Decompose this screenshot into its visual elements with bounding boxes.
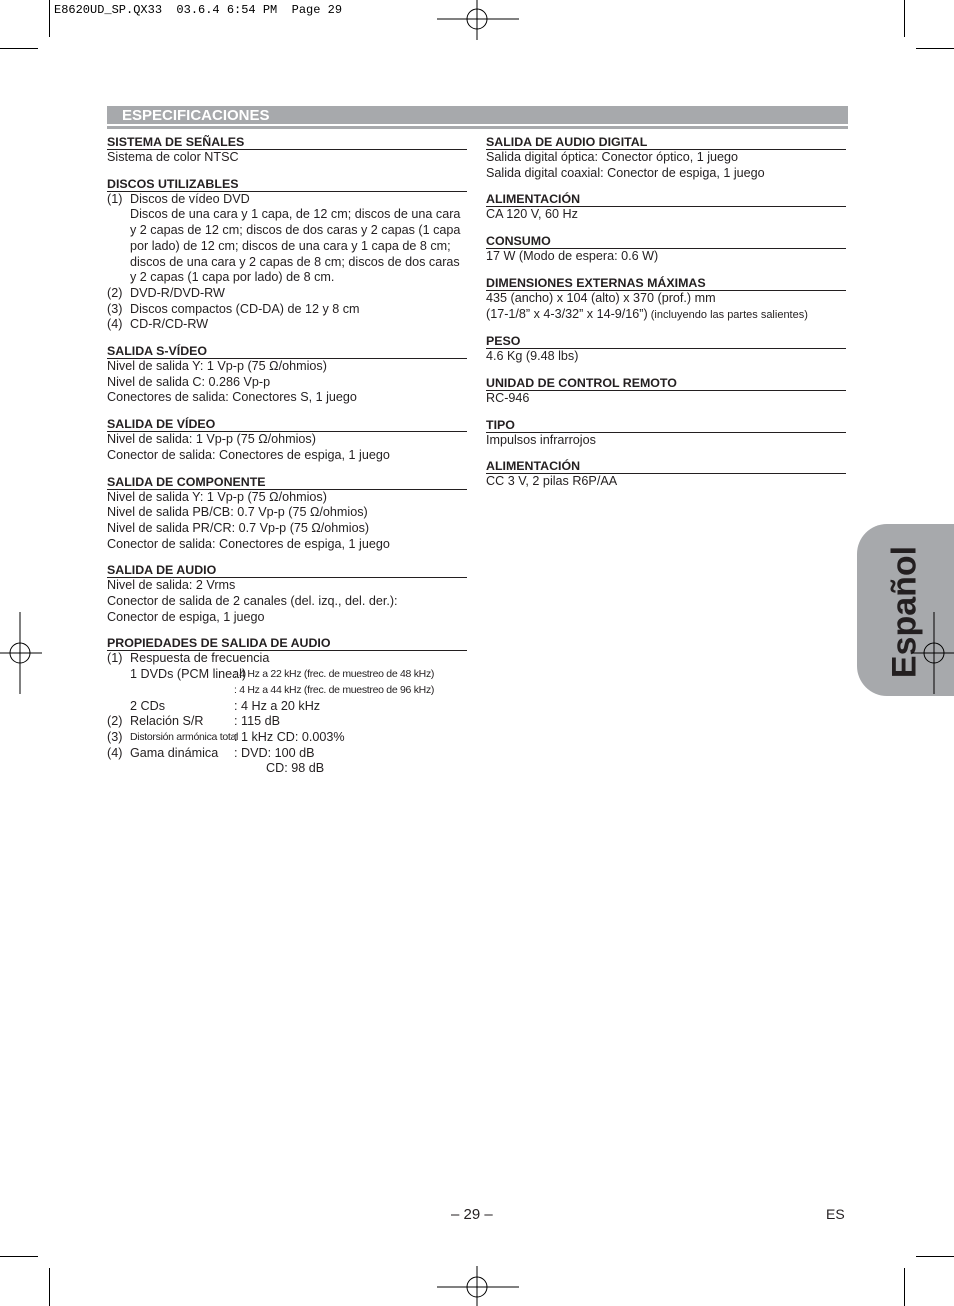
spec-row <box>107 761 467 777</box>
spec-section-tipo <box>486 417 846 449</box>
item-description: Discos de una cara y 1 capa, de 12 cm; discos de una cara y 2 capas de 12 cm; discos de dos caras y 2 capas (1 capa por lado) de 12 cm; discos de una cara y 1 capa de 8 cm; discos de una cara y 2 capas de 8 cm; discos de dos caras y 2 capas (1 capa por lado) de 8 cm. <box>130 207 461 285</box>
crop-mark <box>904 1268 905 1306</box>
spec-section-alimentacion-remoto <box>486 458 846 490</box>
section-title: SALIDA DE COMPONENTE <box>107 474 467 490</box>
spec-section-digital <box>486 134 846 181</box>
list-item <box>107 302 467 318</box>
item-number: (3) <box>107 301 123 316</box>
item-number: (4) <box>107 745 123 760</box>
spec-line: Salida digital coaxial: Conector de espiga, 1 juego <box>486 165 765 180</box>
crop-mark <box>0 48 38 49</box>
crop-mark <box>916 48 954 49</box>
item-number: (4) <box>107 317 123 332</box>
section-title: DISCOS UTILIZABLES <box>107 176 467 192</box>
spec-section-discos <box>107 176 467 333</box>
spec-line: Nivel de salida Y: 1 Vp-p (75 Ω/ohmios) <box>107 359 327 374</box>
spec-line: Sistema de color NTSC <box>107 150 239 164</box>
specs-left-column <box>107 134 467 787</box>
registration-mark-bottom <box>437 1266 519 1306</box>
spec-line: 4.6 Kg (9.48 lbs) <box>486 349 579 364</box>
spec-line: 435 (ancho) x 104 (alto) x 370 (prof.) mm <box>486 290 716 305</box>
list-item <box>107 317 467 333</box>
item-text: DVD-R/DVD-RW <box>130 285 225 300</box>
specs-right-column <box>486 134 846 500</box>
spec-section-consumo <box>486 233 846 265</box>
section-title: DIMENSIONES EXTERNAS MÁXIMAS <box>486 275 846 291</box>
list-item <box>107 192 467 208</box>
section-title: SALIDA DE AUDIO <box>107 562 467 578</box>
spec-value: : DVD: 100 dB <box>234 745 315 760</box>
spec-line: 17 W (Modo de espera: 0.6 W) <box>486 249 659 264</box>
spec-note: (incluyendo las partes salientes) <box>647 308 808 321</box>
item-text: CD-R/CD-RW <box>130 317 209 332</box>
item-number: (2) <box>107 714 123 729</box>
page-title: ESPECIFICACIONES <box>122 107 270 124</box>
spec-line: Conector de salida de 2 canales (del. izq., del. der.): <box>107 594 398 609</box>
spec-value: CD: 98 dB <box>266 761 325 776</box>
section-title: SALIDA DE VÍDEO <box>107 416 467 432</box>
spec-line: Impulsos infrarrojos <box>486 432 596 447</box>
spec-label: Relación S/R <box>130 714 204 729</box>
spec-row <box>107 714 467 730</box>
section-title: SISTEMA DE SEÑALES <box>107 134 467 150</box>
section-header-rule <box>107 126 848 129</box>
section-title: PESO <box>486 333 846 349</box>
item-text: Discos de vídeo DVD <box>130 191 250 206</box>
spec-section-control <box>486 375 846 407</box>
spec-label: 1 DVDs (PCM lineal) <box>130 667 247 682</box>
spec-line: Nivel de salida: 1 Vp-p (75 Ω/ohmios) <box>107 432 316 447</box>
spec-section-audio <box>107 562 467 625</box>
spec-value: (17-1/8” x 4-3/32” x 14-9/16”) <box>486 306 648 321</box>
spec-line: Conector de espiga, 1 juego <box>107 609 265 624</box>
spec-line: Nivel de salida PR/CR: 0.7 Vp-p (75 Ω/ohmios) <box>107 520 370 535</box>
spec-section-componente <box>107 474 467 553</box>
registration-mark-right <box>912 612 954 694</box>
page-number: – 29 – <box>451 1206 493 1223</box>
spec-line <box>486 307 846 324</box>
spec-line: CA 120 V, 60 Hz <box>486 207 578 222</box>
spec-section-alimentacion <box>486 191 846 223</box>
spec-line: Nivel de salida C: 0.286 Vp-p <box>107 374 271 389</box>
spec-line: Nivel de salida: 2 Vrms <box>107 578 236 593</box>
item-text: Respuesta de frecuencia <box>130 651 270 666</box>
spec-line: Conector de salida: Conectores de espiga, 1 juego <box>107 447 390 462</box>
spec-line: Nivel de salida PB/CB: 0.7 Vp-p (75 Ω/ohmios) <box>107 505 368 520</box>
section-title: SALIDA S-VÍDEO <box>107 343 467 359</box>
registration-mark-left <box>0 612 42 694</box>
section-title: SALIDA DE AUDIO DIGITAL <box>486 134 846 150</box>
section-title: CONSUMO <box>486 233 846 249</box>
print-slug: E8620UD_SP.QX33 03.6.4 6:54 PM Page 29 <box>54 3 343 17</box>
section-title: UNIDAD DE CONTROL REMOTO <box>486 375 846 391</box>
crop-mark <box>0 1256 38 1257</box>
spec-line: Nivel de salida Y: 1 Vp-p (75 Ω/ohmios) <box>107 489 327 504</box>
language-code: ES <box>826 1206 845 1222</box>
section-title: TIPO <box>486 417 846 433</box>
spec-value: : 4 Hz a 22 kHz (frec. de muestreo de 48 kHz) <box>234 668 435 681</box>
spec-section-dimensiones <box>486 275 846 323</box>
crop-mark <box>916 1256 954 1257</box>
spec-line: RC-946 <box>486 390 530 405</box>
language-tab-label: Español <box>885 545 924 679</box>
spec-line: Conectores de salida: Conectores S, 1 juego <box>107 390 357 405</box>
list-item <box>107 651 467 667</box>
spec-row <box>107 746 467 762</box>
spec-value: : 4 Hz a 44 kHz (frec. de muestreo de 96 kHz) <box>234 683 435 696</box>
spec-value: : 1 kHz CD: 0.003% <box>234 729 345 744</box>
spec-line: Conector de salida: Conectores de espiga, 1 juego <box>107 536 390 551</box>
spec-section-video <box>107 416 467 463</box>
crop-mark <box>49 0 50 37</box>
item-number: (1) <box>107 191 123 206</box>
section-title: PROPIEDADES DE SALIDA DE AUDIO <box>107 635 467 651</box>
spec-label: 2 CDs <box>130 698 165 713</box>
item-text: Discos compactos (CD-DA) de 12 y 8 cm <box>130 301 360 316</box>
section-title: ALIMENTACIÓN <box>486 191 846 207</box>
spec-section-propiedades <box>107 635 467 777</box>
spec-line: Salida digital óptica: Conector óptico, 1 juego <box>486 150 739 164</box>
spec-row <box>107 699 467 715</box>
spec-label: Gama dinámica <box>130 745 219 760</box>
spec-value: : 4 Hz a 20 kHz <box>234 698 321 713</box>
spec-line: CC 3 V, 2 pilas R6P/AA <box>486 474 618 489</box>
list-item <box>107 286 467 302</box>
crop-mark <box>49 1268 50 1306</box>
spec-section-svideo <box>107 343 467 406</box>
spec-value: : 115 dB <box>234 714 280 729</box>
spec-row <box>107 667 467 683</box>
section-title: ALIMENTACIÓN <box>486 458 846 474</box>
item-number: (2) <box>107 285 123 300</box>
item-number: (1) <box>107 651 123 666</box>
spec-section-peso <box>486 333 846 365</box>
spec-row <box>107 730 467 746</box>
registration-mark-top <box>437 0 519 40</box>
crop-mark <box>904 0 905 37</box>
item-number: (3) <box>107 729 123 744</box>
spec-row <box>107 683 467 699</box>
spec-label: Distorsión armónica total <box>130 730 239 743</box>
spec-section-sistema <box>107 134 467 166</box>
